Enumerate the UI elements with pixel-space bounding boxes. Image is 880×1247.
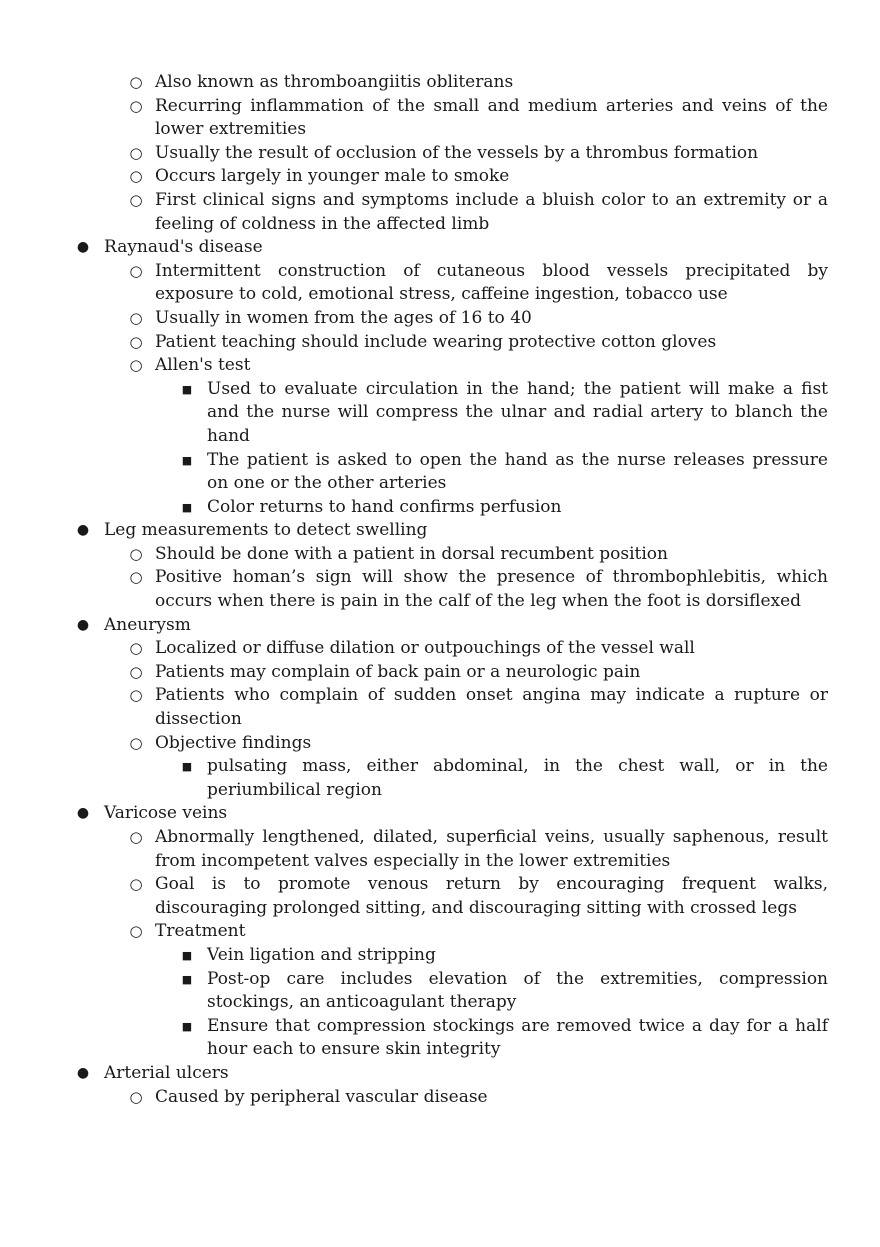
hollow-circle-bullet-icon: ○ — [129, 568, 143, 587]
hollow-circle-bullet-icon: ○ — [129, 96, 143, 115]
list-subitem — [181, 944, 828, 968]
list-item-text: Usually the result of occlusion of the vessels by a thrombus formation — [155, 142, 759, 163]
list-item-text: Raynaud's disease — [104, 237, 263, 258]
hollow-circle-bullet-icon: ○ — [129, 733, 143, 752]
list-item-text: Caused by peripheral vascular disease — [155, 1086, 488, 1107]
list-item — [129, 637, 828, 661]
list-item-text: Recurring inflammation of the small and medium arteries and veins of the lower extremities — [155, 95, 828, 140]
list-item — [129, 165, 828, 189]
list-item-text: pulsating mass, either abdominal, in the chest wall, or in the periumbilical region — [207, 756, 828, 800]
list-item-text: Localized or diffuse dilation or outpouchings of the vessel wall — [155, 638, 695, 659]
list-item-text: Patients may complain of back pain or a neurologic pain — [155, 661, 641, 682]
list-subitem — [181, 968, 828, 1015]
list-item-text: Allen's test — [155, 355, 251, 376]
list-item-text: Usually in women from the ages of 16 to 40 — [155, 307, 532, 328]
hollow-circle-bullet-icon: ○ — [129, 1087, 143, 1106]
filled-circle-bullet-icon: ● — [76, 522, 90, 539]
hollow-circle-bullet-icon: ○ — [129, 875, 143, 894]
hollow-circle-bullet-icon: ○ — [129, 544, 143, 563]
list-item — [129, 661, 828, 685]
list-item-text: Patients who complain of sudden onset angina may indicate a rupture or dissection — [155, 685, 828, 730]
hollow-circle-bullet-icon: ○ — [129, 308, 143, 327]
list-item — [129, 354, 828, 378]
hollow-circle-bullet-icon: ○ — [129, 332, 143, 351]
filled-circle-bullet-icon: ● — [76, 1064, 90, 1081]
list-item-text: Post-op care includes elevation of the extremities, compression stockings, an anticoagulant therapy — [207, 968, 828, 1013]
list-item — [129, 331, 828, 355]
hollow-circle-bullet-icon: ○ — [129, 143, 143, 162]
square-bullet-icon: ■ — [181, 948, 193, 962]
list-item — [129, 307, 828, 331]
square-bullet-icon: ■ — [181, 453, 193, 467]
outline-list — [0, 71, 828, 1109]
list-item-heading — [76, 1062, 828, 1086]
list-item — [129, 920, 828, 944]
list-item — [129, 189, 828, 236]
list-subitem — [181, 755, 828, 802]
hollow-circle-bullet-icon: ○ — [129, 356, 143, 375]
hollow-circle-bullet-icon: ○ — [129, 686, 143, 705]
filled-circle-bullet-icon: ● — [76, 805, 90, 822]
list-item-text: First clinical signs and symptoms include a bluish color to an extremity or a feeling of coldness in the affected limb — [155, 189, 828, 234]
list-item — [129, 142, 828, 166]
list-item-text: Abnormally lengthened, dilated, superficial veins, usually saphenous, result from incompetent valves especially in the lower extremities — [155, 827, 828, 871]
square-bullet-icon: ■ — [181, 1019, 193, 1033]
list-item-text: Intermittent construction of cutaneous blood vessels precipitated by exposure to cold, emotional stress, caffeine ingestion, tobacco use — [155, 260, 828, 305]
list-item-heading — [76, 519, 828, 543]
list-item-text: Aneurysm — [104, 614, 191, 635]
list-item-text: Goal is to promote venous return by encouraging frequent walks, discouraging prolonged sitting, and discouraging sitting with crossed legs — [155, 874, 828, 918]
list-item — [129, 95, 828, 142]
list-item — [129, 826, 828, 873]
list-item-text: Positive homan’s sign will show the presence of thrombophlebitis, which occurs when there is pain in the calf of the leg when the foot is dorsiflexed — [155, 567, 828, 612]
hollow-circle-bullet-icon: ○ — [129, 190, 143, 209]
list-item-heading — [76, 802, 828, 826]
list-item-text: Should be done with a patient in dorsal recumbent position — [155, 543, 668, 564]
list-item — [129, 71, 828, 95]
hollow-circle-bullet-icon: ○ — [129, 662, 143, 681]
list-item-text: Arterial ulcers — [104, 1062, 229, 1083]
hollow-circle-bullet-icon: ○ — [129, 922, 143, 941]
list-item-text: Occurs largely in younger male to smoke — [155, 166, 510, 187]
square-bullet-icon: ■ — [181, 760, 193, 774]
list-item-text: Color returns to hand confirms perfusion — [207, 496, 562, 517]
list-item-text: Ensure that compression stockings are removed twice a day for a half hour each to ensure skin integrity — [207, 1015, 828, 1060]
hollow-circle-bullet-icon: ○ — [129, 828, 143, 846]
list-subitem — [181, 496, 828, 520]
list-item-text: Objective findings — [155, 732, 312, 753]
list-item-text: Leg measurements to detect swelling — [104, 520, 428, 541]
list-item-text: Patient teaching should include wearing protective cotton gloves — [155, 331, 717, 352]
list-item-text: Vein ligation and stripping — [207, 944, 436, 965]
list-item — [129, 566, 828, 613]
filled-circle-bullet-icon: ● — [76, 239, 90, 256]
hollow-circle-bullet-icon: ○ — [129, 167, 143, 186]
list-item-text: Also known as thromboangiitis obliterans — [155, 72, 514, 92]
list-item-text: Used to evaluate circulation in the hand; the patient will make a fist and the nurse will compress the ulnar and radial artery to blanch the hand — [207, 378, 828, 446]
filled-circle-bullet-icon: ● — [76, 616, 90, 633]
list-item-text: Treatment — [155, 921, 246, 942]
list-item — [129, 260, 828, 307]
square-bullet-icon: ■ — [181, 972, 193, 986]
hollow-circle-bullet-icon: ○ — [129, 639, 143, 658]
list-item — [129, 873, 828, 920]
list-item-heading — [76, 614, 828, 638]
list-item-heading — [76, 236, 828, 260]
list-item-text: Varicose veins — [104, 803, 228, 824]
square-bullet-icon: ■ — [181, 382, 193, 396]
list-item-text: The patient is asked to open the hand as the nurse releases pressure on one or the other arteries — [207, 449, 828, 494]
square-bullet-icon: ■ — [181, 500, 193, 514]
hollow-circle-bullet-icon: ○ — [129, 73, 143, 91]
list-item — [129, 732, 828, 756]
list-item — [129, 684, 828, 731]
list-subitem — [181, 1015, 828, 1062]
hollow-circle-bullet-icon: ○ — [129, 261, 143, 280]
list-subitem — [181, 378, 828, 449]
list-item — [129, 543, 828, 567]
list-item — [129, 1086, 828, 1110]
list-subitem — [181, 449, 828, 496]
